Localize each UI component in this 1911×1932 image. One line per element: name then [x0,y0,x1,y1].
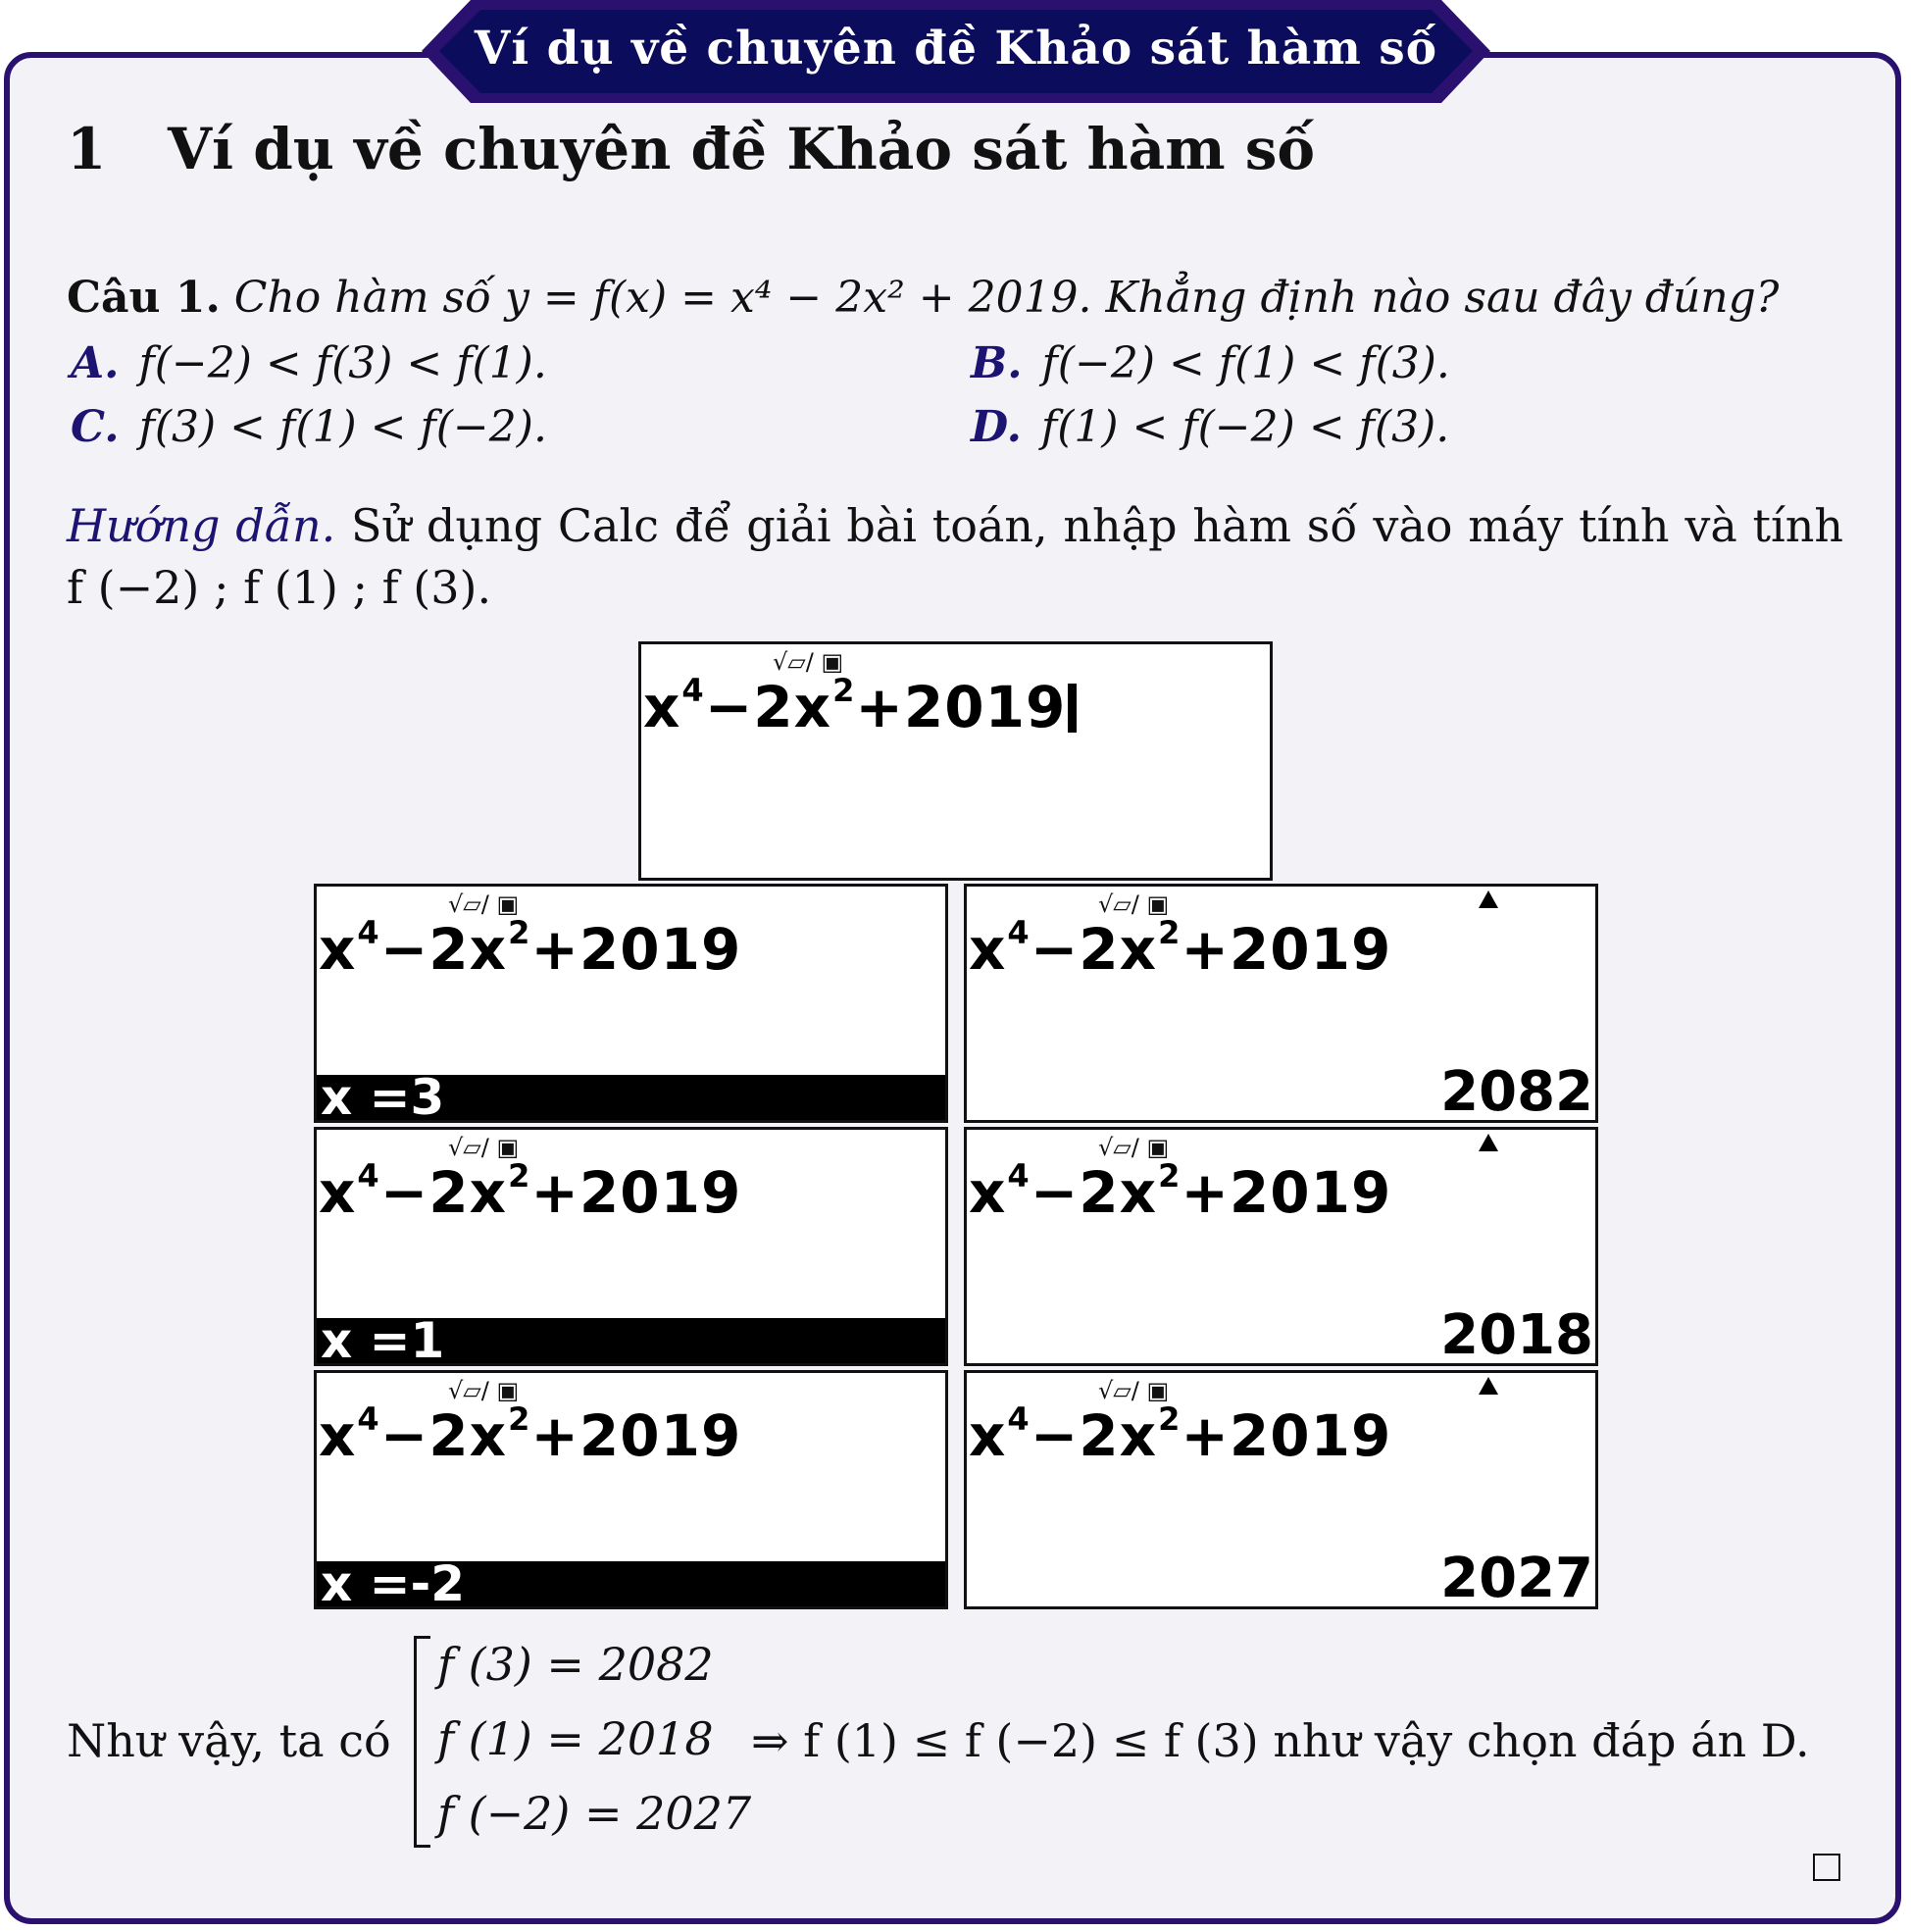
option-text: f(1) < f(−2) < f(3). [1040,402,1450,452]
calc-indicator: √▱/ ▣ [448,890,520,918]
option-text: f(−2) < f(1) < f(3). [1041,338,1450,388]
calc-expression: $x^4-2x^2+2019$ [969,914,1392,983]
calc-input-bar: x =-2 [317,1561,945,1606]
conclusion-text: ⇒ f (1) ≤ f (−2) ≤ f (3) như vậy chọn đáp án D. [751,1714,1810,1767]
content-frame [4,52,1901,1924]
calculator-screen-input [638,641,1273,881]
option-key: D. [971,402,1022,452]
option-d [971,402,1449,452]
calc-expression: $x^4-2x^2+2019$ [969,1157,1392,1226]
guide-paragraph [67,495,1843,619]
option-text: f(−2) < f(3) < f(1). [138,338,547,388]
section-title: Ví dụ về chuyên đề Khảo sát hàm số [168,116,1316,182]
option-text: f(3) < f(1) < f(−2). [138,402,547,452]
calc-result: 2027 [1440,1547,1593,1609]
calc-indicator: √▱/ ▣ [1098,1134,1170,1161]
calc-input-bar: x =3 [317,1075,945,1120]
question [67,273,1779,323]
calc-indicator: √▱/ ▣ [448,1134,520,1161]
option-b [971,338,1450,388]
banner-title: Ví dụ về chuyên đề Khảo sát hàm số [474,22,1438,76]
calculator-screen-x-1 [314,1127,948,1366]
scroll-up-arrow-icon [1479,1377,1498,1395]
calculator-screen-x-3 [314,884,948,1123]
title-banner [422,0,1490,103]
calculator-screen-x-neg2 [314,1370,948,1609]
calculator-screen-result-1 [964,1127,1598,1366]
calculator-screen-result-neg2 [964,1370,1598,1609]
calc-indicator: √▱/ ▣ [448,1377,520,1404]
option-key: A. [71,338,120,388]
case-f1: f (1) = 2018 [437,1712,714,1765]
option-c [71,402,547,452]
question-text: Cho hàm số y = f(x) = x⁴ − 2x² + 2019. Khẳng định nào sau đây đúng? [233,273,1780,323]
calc-cursor [1068,684,1077,733]
calc-input-bar: x =1 [317,1318,945,1363]
option-a [71,338,547,388]
calc-result: 2018 [1440,1303,1593,1366]
case-fneg2: f (−2) = 2027 [437,1787,752,1840]
guide-label: Hướng dẫn. [67,499,336,552]
scroll-up-arrow-icon [1479,1134,1498,1151]
option-key: C. [71,402,120,452]
calc-indicator: √▱/ ▣ [1098,1377,1170,1404]
calc-expression: $x^4-2x^2+2019$ [319,1157,742,1226]
scroll-up-arrow-icon [1479,890,1498,908]
calc-expression: $x^4-2x^2+2019$ [969,1400,1392,1469]
calc-expression: $x^4-2x^2+2019$ [319,914,742,983]
case-f3: f (3) = 2082 [437,1638,714,1691]
cases-bracket [414,1636,430,1848]
option-key: B. [971,338,1023,388]
calc-indicator: √▱/ ▣ [1098,890,1170,918]
calc-result: 2082 [1440,1060,1593,1123]
calc-indicator: √▱/ ▣ [773,648,844,676]
qed-square-icon [1813,1854,1840,1881]
calculator-screen-result-3 [964,884,1598,1123]
conclusion-prefix: Như vậy, ta có [67,1714,391,1767]
calc-expression: $x^4-2x^2+2019$ [319,1400,742,1469]
section-heading [67,116,1315,182]
calc-expression: $x^4-2x^2+2019$ [643,672,1077,740]
question-label: Câu 1. [67,273,221,323]
section-number: 1 [67,116,107,182]
guide-text: Sử dụng Calc để giải bài toán, nhập hàm số vào máy tính và tính f (−2) ; f (1) ; f (3). [67,499,1843,614]
